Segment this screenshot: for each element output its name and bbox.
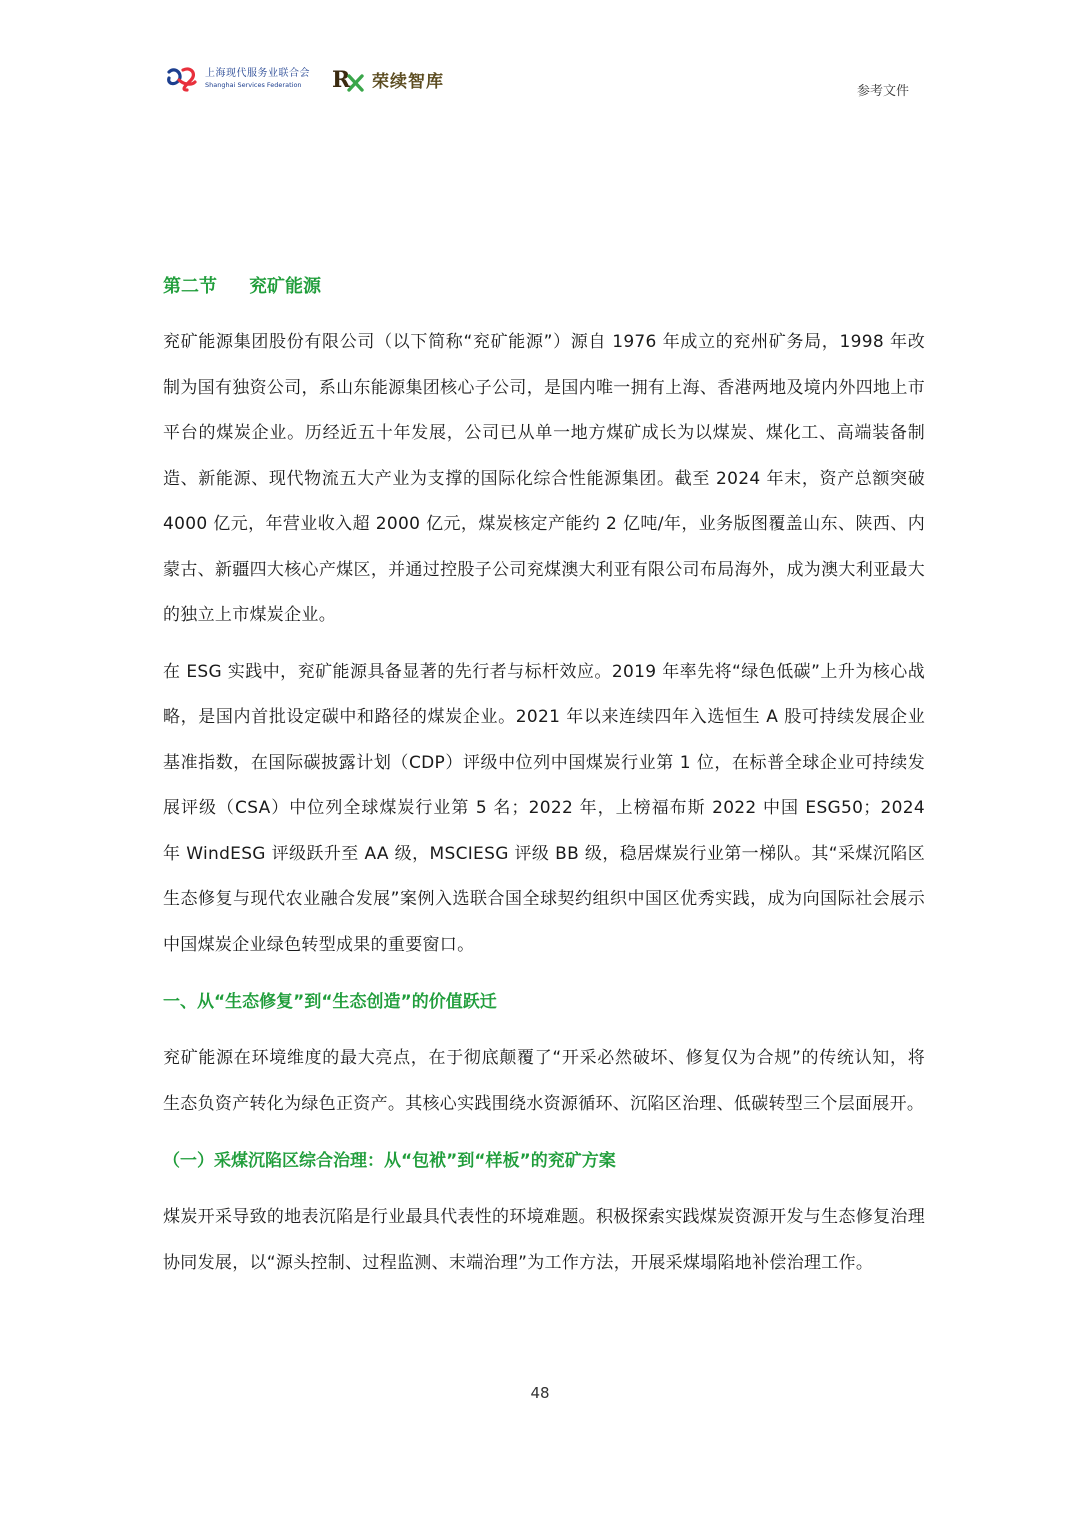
shanghai-services-federation-logo	[165, 66, 310, 92]
think-tank-name: 荣续智库	[372, 71, 444, 92]
paragraph-company-overview: 兖矿能源集团股份有限公司（以下简称“兖矿能源”）源自 1976 年成立的兖州矿务局，1998 年改制为国有独资公司，系山东能源集团核心子公司，是国内唯一拥有上海、香港两地及境内外四地上市平台的煤炭企业。历经近五十年发展，公司已从单一地方煤矿成长为以煤炭、煤化工、高端装备制造、新能源、现代物流五大产业为支撑的国际化综合性能源集团。截至 2024 年末，资产总额突破 4000 亿元，年营业收入超 2000 亿元，煤炭核定产能约 2 亿吨/年，业务版图覆盖山东、陕西、内蒙古、新疆四大核心产煤区，并通过控股子公司兖煤澳大利亚有限公司布局海外，成为澳大利亚最大的独立上市煤炭企业。	[163, 332, 925, 625]
heading-value-leap: 一、从“生态修复”到“生态创造”的价值跃迁	[163, 992, 497, 1012]
reference-document-label: 参考文件	[856, 84, 909, 99]
federation-name-cn: 上海现代服务业联合会	[205, 68, 310, 80]
federation-name-en: Shanghai Services Federation	[205, 81, 302, 90]
paragraph-esg-practice: 在 ESG 实践中，兖矿能源具备显著的先行者与标杆效应。2019 年率先将“绿色低碳”上升为核心战略，是国内首批设定碳中和路径的煤炭企业。2021 年以来连续四年入选恒生 A 股可持续发展企业基准指数，在国际碳披露计划（CDP）评级中位列中国煤炭行业第 1 位，在标普全球企业可持续发展评级（CSA）中位列全球煤炭行业第 5 名；2022 年，上榜福布斯 2022 中国 ESG50；2024 年 WindESG 评级跃升至 AA 级，MSCIESG 评级 BB 级，稳居煤炭行业第一梯队。其“采煤沉陷区生态修复与现代农业融合发展”案例入选联合国全球契约组织中国区优秀实践，成为向国际社会展示中国煤炭企业绿色转型成果的重要窗口。	[163, 661, 925, 955]
heading-subsidence-governance: （一）采煤沉陷区综合治理：从“包袱”到“样板”的兖矿方案	[163, 1151, 616, 1171]
page-number: 48	[530, 1384, 550, 1402]
section-name: 兖矿能源	[249, 276, 321, 297]
rx-emblem-icon	[332, 66, 366, 92]
svg-text:R: R	[332, 67, 351, 92]
section-number: 第二节	[163, 276, 217, 297]
paragraph-environment-highlight: 兖矿能源在环境维度的最大亮点，在于彻底颠覆了“开采必然破坏、修复仅为合规”的传统认知，将生态负资产转化为绿色正资产。其核心实践围绕水资源循环、沉陷区治理、低碳转型三个层面展开。	[163, 1048, 925, 1114]
section-title	[163, 270, 925, 304]
paragraph-subsidence: 煤炭开采导致的地表沉陷是行业最具代表性的环境难题。积极探索实践煤炭资源开发与生态修复治理协同发展，以“源头控制、过程监测、末端治理”为工作方法，开展采煤塌陷地补偿治理工作。	[163, 1207, 925, 1273]
federation-emblem-icon	[165, 66, 199, 92]
page-header	[165, 62, 444, 96]
think-tank-logo	[332, 66, 444, 92]
page-body	[163, 270, 925, 1286]
